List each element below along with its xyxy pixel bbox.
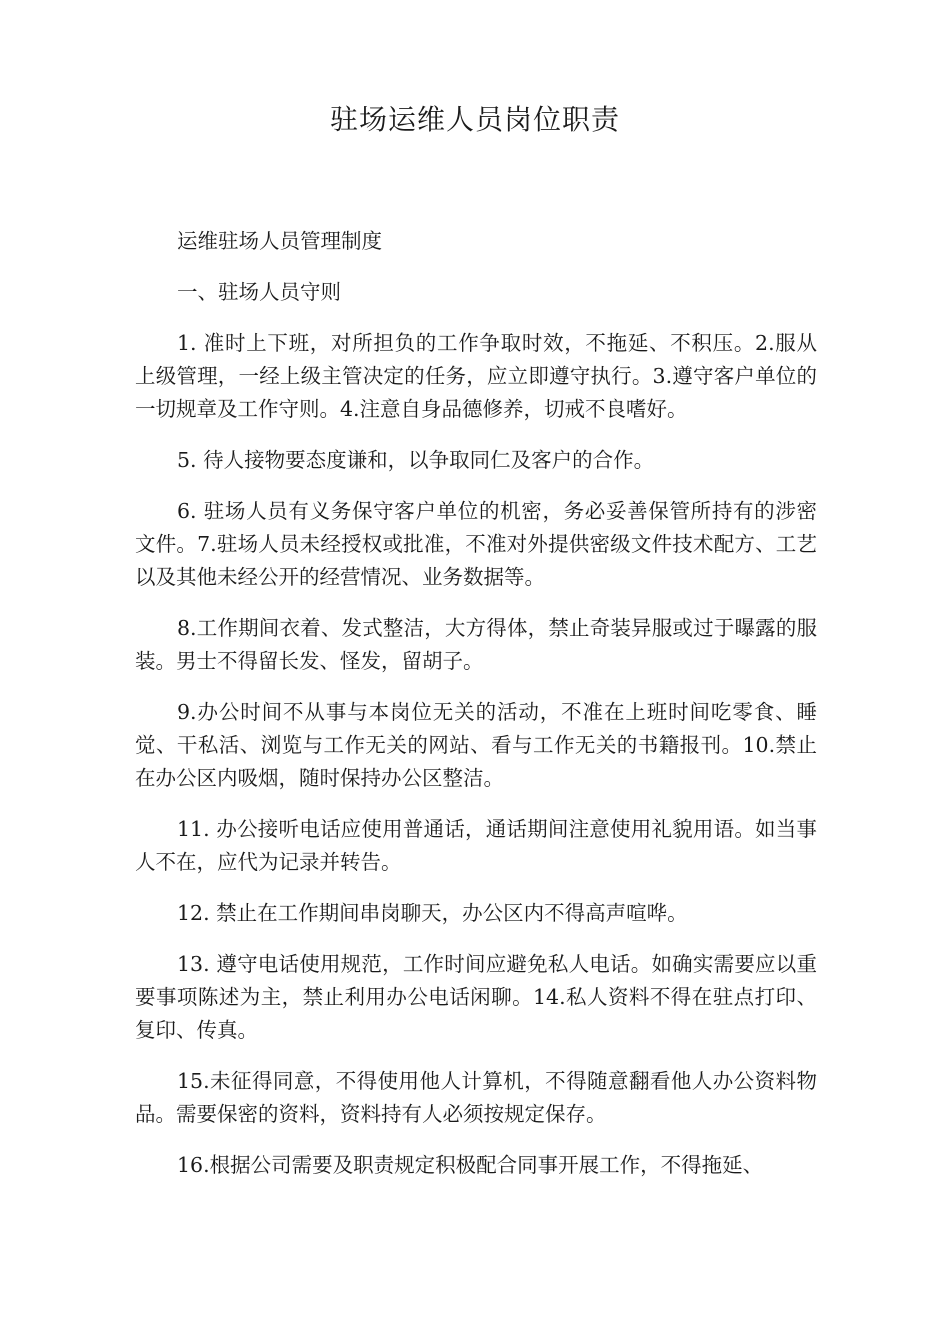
paragraph-rule-5: 5. 待人接物要态度谦和，以争取同仁及客户的合作。 [177, 448, 655, 472]
paragraph-subtitle: 运维驻场人员管理制度 [177, 229, 383, 253]
paragraph-rule-16: 16.根据公司需要及职责规定积极配合同事开展工作，不得拖延、 [177, 1153, 764, 1177]
paragraph-rule-15: 15.未征得同意，不得使用他人计算机，不得随意翻看他人办公资料物品。需要保密的资料，资料持有人必须按规定保存。 [135, 1069, 817, 1126]
paragraph-rule-8: 8.工作期间衣着、发式整洁，大方得体，禁止奇装异服或过于曝露的服装。男士不得留长发、怪发，留胡子。 [135, 616, 817, 673]
paragraph-rules-13-14: 13. 遵守电话使用规范，工作时间应避免私人电话。如确实需要应以重要事项陈述为主，禁止利用办公电话闲聊。14.私人资料不得在驻点打印、复印、传真。 [135, 952, 817, 1042]
paragraph-section-heading: 一、驻场人员守则 [177, 280, 342, 304]
paragraph-rule-11: 11. 办公接听电话应使用普通话，通话期间注意使用礼貌用语。如当事人不在，应代为记录并转告。 [135, 817, 817, 874]
paragraph-rules-1-4: 1. 准时上下班，对所担负的工作争取时效，不拖延、不积压。2.服从上级管理，一经上级主管决定的任务，应立即遵守执行。3.遵守客户单位的一切规章及工作守则。4.注意自身品德修养，切戒不良嗜好。 [135, 331, 817, 421]
paragraph-rules-6-7: 6. 驻场人员有义务保守客户单位的机密，务必妥善保管所持有的涉密文件。7.驻场人员未经授权或批准，不准对外提供密级文件技术配方、工艺以及其他未经公开的经营情况、业务数据等。 [135, 499, 817, 589]
paragraph-rule-12: 12. 禁止在工作期间串岗聊天，办公区内不得高声喧哗。 [177, 901, 688, 925]
document-title: 驻场运维人员岗位职责 [329, 103, 620, 136]
paragraph-rules-9-10: 9.办公时间不从事与本岗位无关的活动，不准在上班时间吃零食、睡觉、干私活、浏览与工作无关的网站、看与工作无关的书籍报刊。10.禁止在办公区内吸烟，随时保持办公区整洁。 [135, 700, 817, 790]
document-body [135, 225, 817, 1200]
